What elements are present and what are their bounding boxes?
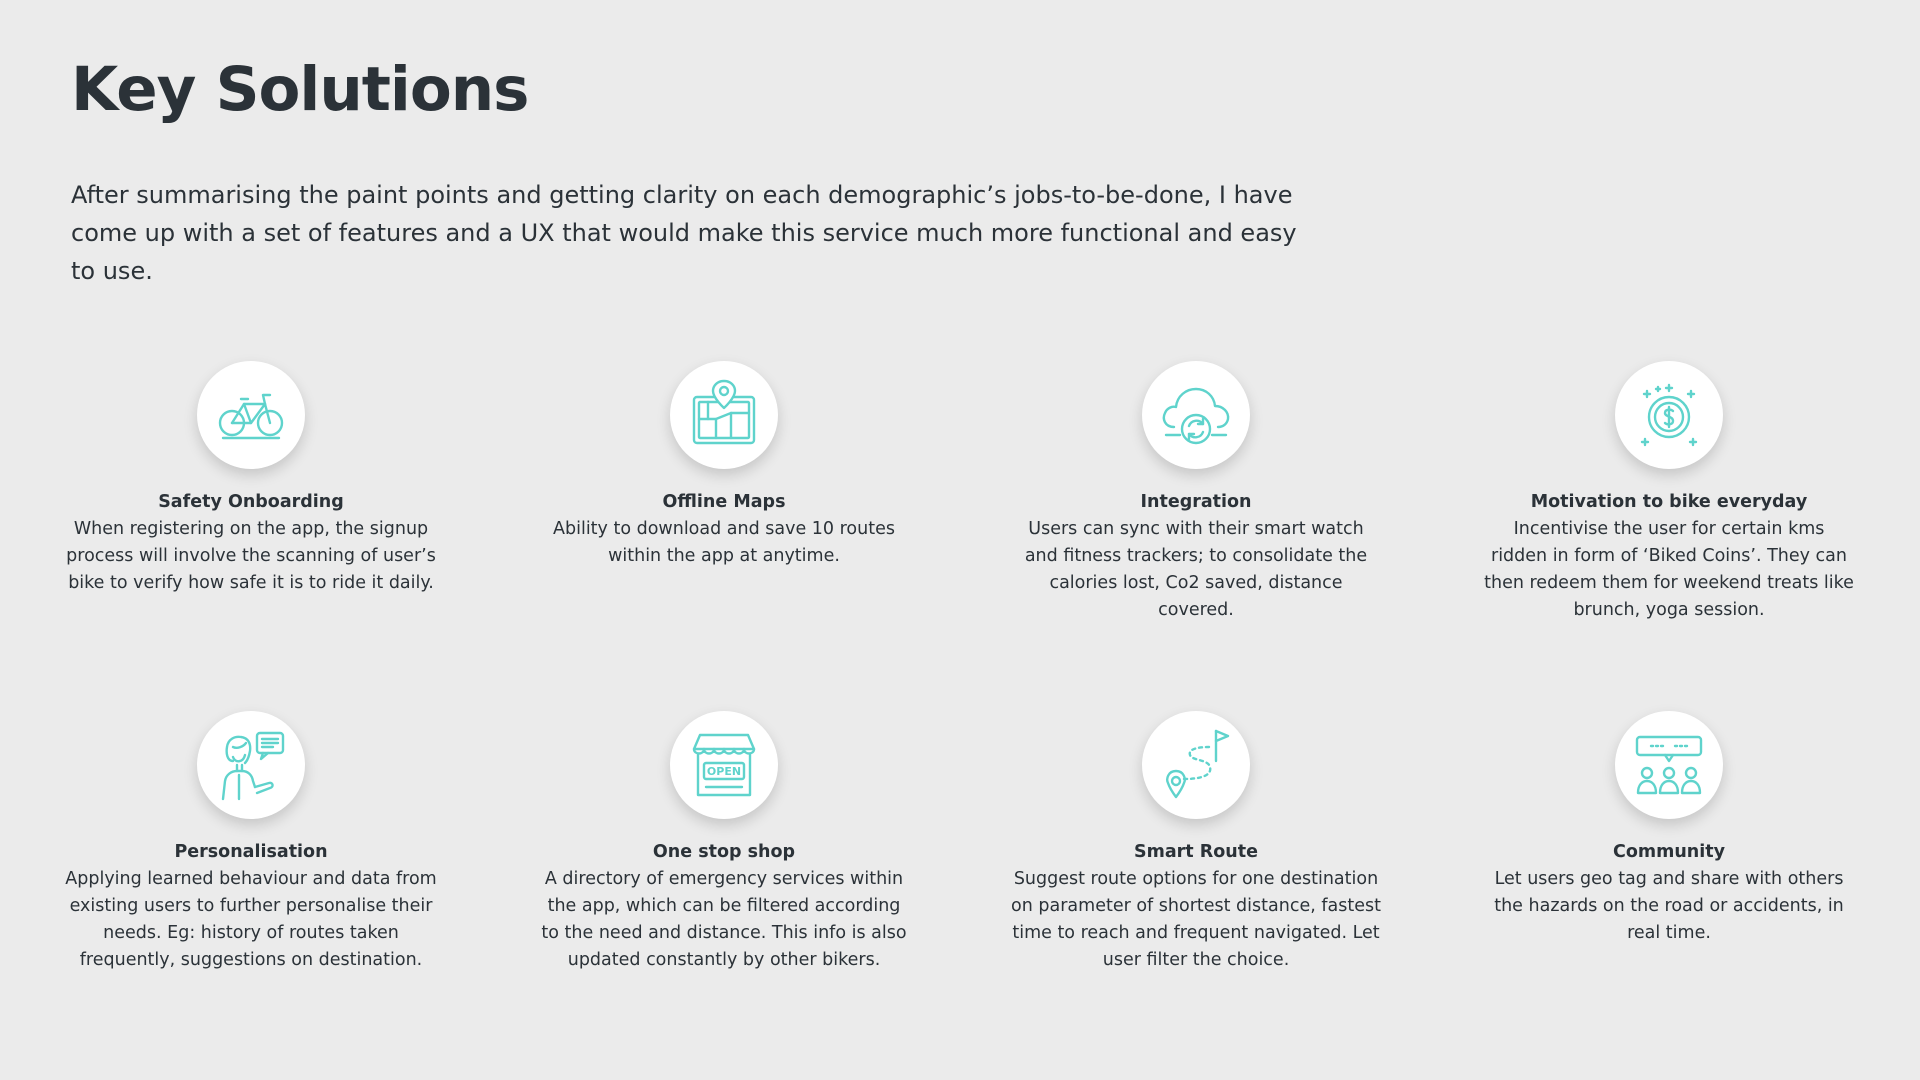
icon-circle [1142, 361, 1250, 469]
feature-card-integration [1010, 361, 1382, 624]
bicycle-icon [213, 377, 289, 453]
feature-description: When registering on the app, the signup process will involve the scanning of user’s bike to verify how safe it is to ride it daily. [66, 519, 436, 593]
feature-card-offline-maps [538, 361, 910, 570]
feature-card-motivation [1483, 361, 1855, 624]
feature-title: Personalisation [174, 842, 328, 862]
shop-icon [686, 727, 762, 803]
feature-title: Smart Route [1134, 842, 1258, 862]
feature-description: Suggest route options for one destination on parameter of shortest distance, fastest time to reach and frequent navigated. Let user filter the choice. [1011, 869, 1381, 970]
feature-title: One stop shop [652, 842, 796, 862]
feature-card-one-stop-shop [538, 711, 910, 974]
community-icon [1631, 727, 1707, 803]
icon-circle [670, 711, 778, 819]
feature-title: Integration [1140, 492, 1252, 512]
map-pin-icon [686, 377, 762, 453]
shop-icon-label: OPEN [706, 765, 742, 778]
coin-icon [1631, 377, 1707, 453]
feature-description: Ability to download and save 10 routes within the app at anytime. [553, 519, 895, 566]
feature-card-community [1483, 711, 1855, 947]
icon-circle [1142, 711, 1250, 819]
feature-card-smart-route [1010, 711, 1382, 974]
feature-card-personalisation [65, 711, 437, 974]
feature-title: Offline Maps [662, 492, 786, 512]
icon-circle [1615, 711, 1723, 819]
feature-description: Users can sync with their smart watch and fitness trackers; to consolidate the calories lost, Co2 saved, distance covered. [1024, 519, 1368, 620]
icon-circle [1615, 361, 1723, 469]
intro-paragraph: After summarising the paint points and getting clarity on each demographic’s jobs-to-be-done, I have come up with a set of features and a UX that would make this service much more functional and easy to use. [71, 181, 1297, 285]
feature-description: Let users geo tag and share with others the hazards on the road or accidents, in real time. [1494, 869, 1844, 943]
route-icon [1158, 727, 1234, 803]
feature-title: Motivation to bike everyday [1530, 492, 1808, 512]
feature-title: Safety Onboarding [158, 492, 344, 512]
feature-description: Incentivise the user for certain kms ridden in form of ‘Biked Coins’. They can then redeem them for weekend treats like brunch, yoga session. [1484, 519, 1854, 620]
person-chat-icon [213, 727, 289, 803]
page-title: Key Solutions [71, 54, 529, 125]
feature-title: Community [1612, 842, 1726, 862]
icon-circle [197, 361, 305, 469]
feature-description: A directory of emergency services within the app, which can be filtered according to the need and distance. This info is also updated constantly by other bikers. [541, 869, 907, 970]
icon-circle [670, 361, 778, 469]
feature-description: Applying learned behaviour and data from existing users to further personalise their needs. Eg: history of routes taken frequently, suggestions on destination. [65, 869, 437, 970]
icon-circle [197, 711, 305, 819]
cloud-sync-icon [1158, 377, 1234, 453]
feature-card-safety-onboarding [65, 361, 437, 597]
